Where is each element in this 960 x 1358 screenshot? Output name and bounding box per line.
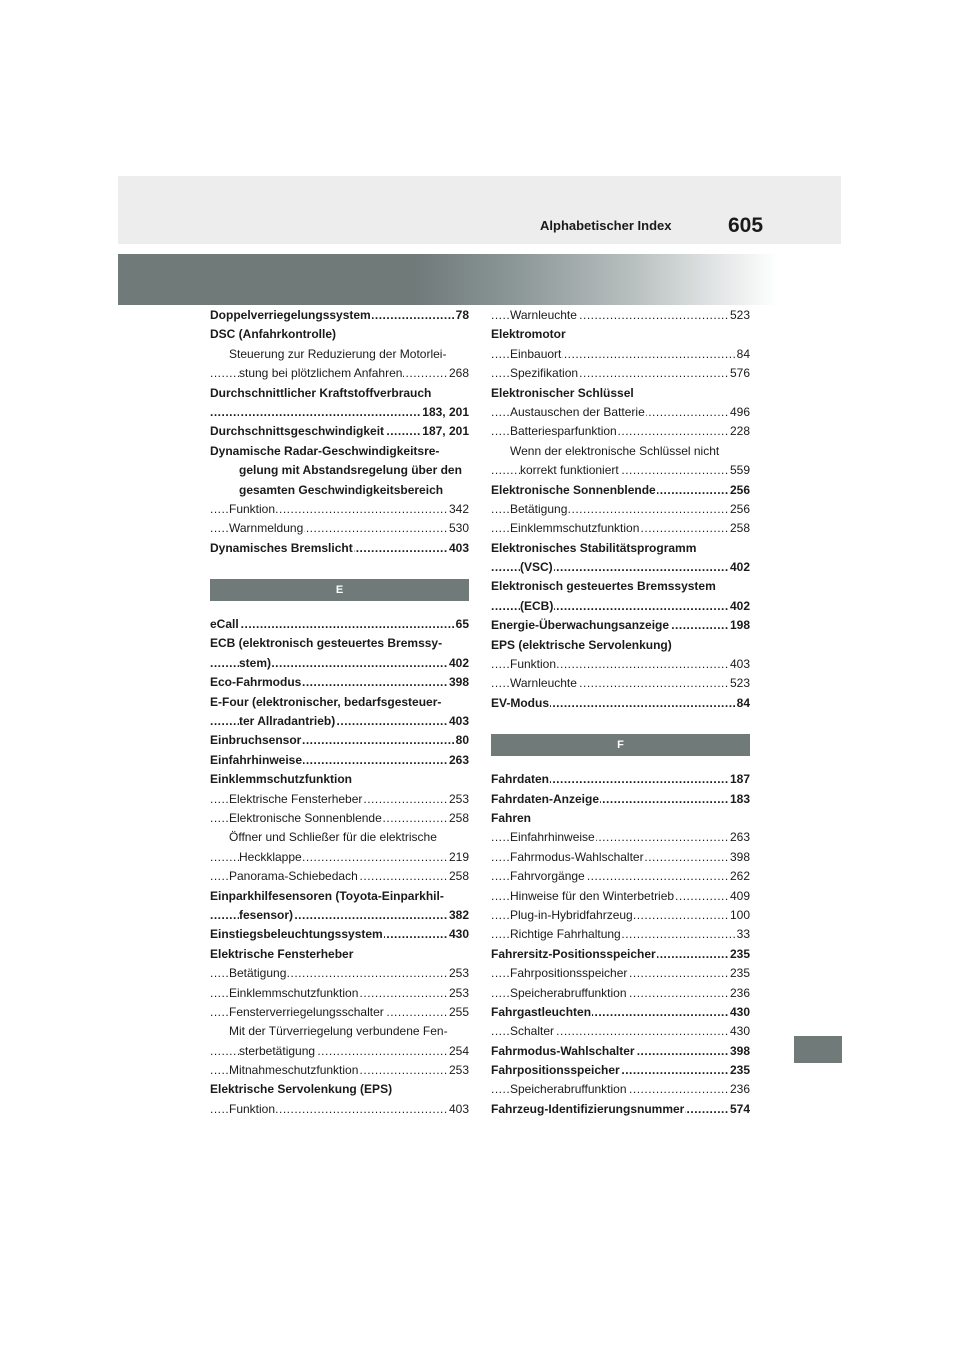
- index-entry: [491, 790, 750, 809]
- index-entry-text: Betätigung: [510, 501, 568, 516]
- index-entry-text: Einparkhilfesensoren (Toyota-Einparkhil-: [210, 888, 444, 903]
- index-entry: [491, 655, 750, 674]
- index-entry-text: (VSC): [520, 560, 553, 575]
- index-entry-page: 258: [729, 519, 750, 538]
- index-entry-page: 235: [729, 945, 750, 964]
- index-entry-page: 403: [448, 1100, 469, 1119]
- index-entry-page: 430: [729, 1003, 750, 1022]
- page-number: 605: [728, 214, 764, 237]
- index-column-left: [210, 306, 469, 1119]
- index-entry-page: 33: [736, 925, 750, 944]
- index-entry: [491, 906, 750, 925]
- index-entry-text: Funktion: [229, 1101, 276, 1116]
- index-entry: [210, 461, 469, 480]
- index-entry-page: 236: [729, 1080, 750, 1099]
- index-entry-text: Einklemmschutzfunktion: [510, 521, 640, 536]
- index-entry-page: 574: [729, 1100, 750, 1119]
- index-entry-page: 403: [448, 539, 469, 558]
- index-entry-text: Warnleuchte: [510, 676, 577, 691]
- index-entry-text: Elektronisches Stabilitätsprogramm: [491, 540, 697, 555]
- page-title: Alphabetischer Index: [540, 218, 672, 233]
- index-entry-page: 100: [729, 906, 750, 925]
- index-entry: [491, 1061, 750, 1080]
- index-entry: [491, 597, 750, 616]
- index-entry: [491, 694, 750, 713]
- chapter-tab: [794, 1036, 842, 1063]
- index-entry: [210, 964, 469, 983]
- index-entry-text: Einklemmschutzfunktion: [210, 772, 353, 787]
- index-entry: [491, 384, 750, 403]
- index-entry-page: 398: [729, 848, 750, 867]
- index-entry: [491, 461, 750, 480]
- index-entry: [210, 325, 469, 344]
- index-entry: [491, 1042, 750, 1061]
- index-entry-text: Speicherabruffunktion: [510, 1082, 627, 1097]
- index-entry-text: Hinweise für den Winterbetrieb: [510, 888, 675, 903]
- section-gap: [491, 713, 750, 728]
- index-entry-text: Durchschnittsgeschwindigkeit: [210, 424, 385, 439]
- index-entry: [491, 364, 750, 383]
- index-entry: [491, 674, 750, 693]
- index-entry-page: 398: [448, 673, 469, 692]
- index-entry: [491, 828, 750, 847]
- index-entry-text: Durchschnittlicher Kraftstoffverbrauch: [210, 385, 432, 400]
- index-entry-text: Doppelverriegelungssystem: [210, 308, 371, 322]
- index-entry: [491, 422, 750, 441]
- index-entry: [491, 616, 750, 635]
- index-entry-text: Spezifikation: [510, 366, 579, 381]
- index-entry-text: Elektronische Sonnenblende: [229, 810, 382, 825]
- index-entry: [491, 964, 750, 983]
- index-entry-page: 402: [729, 558, 750, 577]
- section-header: E: [210, 579, 469, 601]
- index-entry-page: 78: [455, 306, 469, 325]
- index-entry: [491, 558, 750, 577]
- index-entry-text: DSC (Anfahrkontrolle): [210, 327, 336, 342]
- index-entry: [210, 345, 469, 364]
- index-entry: [210, 306, 469, 325]
- index-entry-text: Steuerung zur Reduzierung der Motorlei-: [229, 346, 447, 361]
- index-entry-page: 382: [448, 906, 469, 925]
- index-entry: [210, 770, 469, 789]
- index-entry: [210, 887, 469, 906]
- index-entry-text: Elektromotor: [491, 327, 566, 342]
- index-entry-text: EPS (elektrische Servolenkung): [491, 637, 672, 652]
- index-entry-text: Eco-Fahrmodus: [210, 675, 302, 690]
- index-entry: [491, 984, 750, 1003]
- index-entry-page: 80: [455, 731, 469, 750]
- index-entry-page: 254: [448, 1042, 469, 1061]
- index-entry-page: 258: [448, 809, 469, 828]
- index-entry: [210, 1022, 469, 1041]
- index-entry-page: 235: [729, 964, 750, 983]
- index-entry-text: (ECB): [520, 598, 554, 613]
- index-entry-page: 187, 201: [421, 422, 469, 441]
- index-entry-page: 403: [729, 655, 750, 674]
- index-entry: [491, 519, 750, 538]
- index-entry-page: 430: [729, 1022, 750, 1041]
- index-entry-text: Richtige Fahrhaltung: [510, 927, 621, 942]
- index-entry: [210, 984, 469, 1003]
- index-entry: [491, 848, 750, 867]
- index-entry-text: Fahrmodus-Wahlschalter: [491, 1043, 635, 1058]
- index-entry-page: 402: [729, 597, 750, 616]
- index-entry-text: Warnmeldung: [229, 521, 304, 536]
- index-entry: [210, 1100, 469, 1119]
- index-entry-text: Wenn der elektronische Schlüssel nicht: [510, 443, 720, 458]
- index-entry-text: Elektronische Sonnenblende: [491, 482, 656, 497]
- index-entry-text: Fahrmodus-Wahlschalter: [510, 849, 644, 864]
- index-entry: [491, 500, 750, 519]
- index-entry-text: Batteriesparfunktion: [510, 424, 617, 439]
- index-entry: [491, 809, 750, 828]
- index-entry: [491, 1100, 750, 1119]
- index-entry-text: EV-Modus: [491, 695, 550, 710]
- index-entry: [210, 809, 469, 828]
- index-entry: [491, 925, 750, 944]
- index-entry: [210, 519, 469, 538]
- index-entry-text: stem): [239, 655, 272, 670]
- index-entry-text: Elektrische Servolenkung (EPS): [210, 1082, 393, 1097]
- index-entry-text: Fahrvorgänge: [510, 869, 585, 884]
- index-entry-page: 84: [736, 345, 750, 364]
- index-entry: [210, 384, 469, 403]
- index-entry-text: E-Four (elektronischer, bedarfsgesteuer-: [210, 694, 442, 709]
- index-entry-text: ECB (elektronisch gesteuertes Bremssy-: [210, 636, 443, 651]
- index-entry-page: 530: [448, 519, 469, 538]
- index-entry-text: Öffner und Schließer für die elektrische: [229, 830, 437, 845]
- index-entry: [210, 925, 469, 944]
- index-entry-page: 84: [736, 694, 750, 713]
- index-entry-page: 398: [729, 1042, 750, 1061]
- index-entry-text: Fahrpositionsspeicher: [510, 966, 628, 981]
- index-entry: [210, 364, 469, 383]
- index-entry: [210, 673, 469, 692]
- index-entry-text: Einfahrhinweise: [510, 830, 595, 845]
- index-entry: [491, 577, 750, 596]
- index-entry-text: Fahrdaten-Anzeige: [491, 791, 600, 806]
- index-entry-page: 65: [455, 615, 469, 634]
- index-entry: [210, 654, 469, 673]
- index-entry-text: Betätigung: [229, 966, 287, 981]
- index-entry: [491, 345, 750, 364]
- index-entry-text: Elektronischer Schlüssel: [491, 385, 634, 400]
- index-entry-page: 403: [448, 712, 469, 731]
- index-entry-text: gesamten Geschwindigkeitsbereich: [239, 482, 444, 497]
- index-entry-page: 258: [448, 867, 469, 886]
- index-entry-text: stung bei plötzlichem Anfahren: [239, 366, 403, 381]
- index-entry-page: 235: [729, 1061, 750, 1080]
- index-entry-text: Dynamisches Bremslicht: [210, 540, 353, 555]
- index-entry-page: 523: [729, 306, 750, 325]
- index-entry-text: Schalter: [510, 1024, 555, 1039]
- index-entry: [210, 1061, 469, 1080]
- index-entry-page: 253: [448, 1061, 469, 1080]
- index-entry: [210, 790, 469, 809]
- index-entry-text: Elektrische Fensterheber: [210, 946, 354, 961]
- index-entry: [210, 481, 469, 500]
- index-entry-text: Fahrzeug-Identifizierungsnummer: [491, 1101, 685, 1116]
- index-entry-text: Elektrische Fensterheber: [229, 791, 363, 806]
- index-entry: [210, 867, 469, 886]
- index-entry: [210, 1003, 469, 1022]
- index-entry-text: fesensor): [239, 907, 294, 922]
- index-entry-text: Panorama-Schiebedach: [229, 869, 358, 884]
- index-entry-text: Funktion: [229, 501, 276, 516]
- index-entry-text: Heckklappe: [239, 849, 302, 864]
- index-entry-text: eCall: [210, 617, 239, 632]
- index-entry-text: Dynamische Radar-Geschwindigkeitsre-: [210, 443, 440, 458]
- index-entry: [210, 945, 469, 964]
- index-entry-text: Fahren: [491, 810, 532, 825]
- index-entry-page: 187: [729, 770, 750, 789]
- index-entry-text: Plug-in-Hybridfahrzeug: [510, 907, 633, 922]
- index-entry: [210, 422, 469, 441]
- index-entry: [210, 1042, 469, 1061]
- index-entry-text: Speicherabruffunktion: [510, 985, 627, 1000]
- index-entry-text: gelung mit Abstandsregelung über den: [239, 463, 462, 478]
- index-entry-page: 523: [729, 674, 750, 693]
- index-entry: [210, 848, 469, 867]
- index-entry: [491, 770, 750, 789]
- index-entry-page: 255: [448, 1003, 469, 1022]
- index-entry: [491, 945, 750, 964]
- index-entry-text: sterbetätigung: [239, 1043, 316, 1058]
- index-entry-page: 402: [448, 654, 469, 673]
- index-entry: [491, 867, 750, 886]
- index-entry: [491, 403, 750, 422]
- header-gradient-bar: [118, 254, 778, 305]
- index-entry-page: 268: [448, 364, 469, 383]
- index-entry: [491, 1003, 750, 1022]
- index-entry-page: 183: [729, 790, 750, 809]
- index-entry-text: Mitnahmeschutzfunktion: [229, 1063, 359, 1078]
- index-entry-text: Einklemmschutzfunktion: [229, 985, 359, 1000]
- index-column-right: [491, 306, 750, 1119]
- index-entry: [210, 500, 469, 519]
- section-gap: [210, 558, 469, 573]
- index-entry-page: 219: [448, 848, 469, 867]
- index-entry: [491, 442, 750, 461]
- index-entry: [210, 615, 469, 634]
- index-entry: [210, 1080, 469, 1099]
- index-entry-page: 576: [729, 364, 750, 383]
- index-entry: [210, 906, 469, 925]
- index-entry-text: Funktion: [510, 657, 557, 672]
- index-entry-text: Einstiegsbeleuchtungssystem: [210, 927, 383, 942]
- index-entry-page: 183, 201: [421, 403, 469, 422]
- index-entry: [210, 539, 469, 558]
- index-entry-page: 198: [729, 616, 750, 635]
- index-entry-text: Elektronisch gesteuertes Bremssystem: [491, 579, 716, 594]
- index-entry-page: 256: [729, 500, 750, 519]
- index-entry-page: 253: [448, 964, 469, 983]
- index-entry-text: Fahrdaten: [491, 772, 550, 787]
- index-entry: [210, 828, 469, 847]
- index-entry-page: 256: [729, 481, 750, 500]
- index-entry: [491, 887, 750, 906]
- index-entry: [210, 693, 469, 712]
- index-entry-page: 496: [729, 403, 750, 422]
- index-entry-text: Fahrpositionsspeicher: [491, 1063, 620, 1078]
- index-entry-text: Fahrgastleuchten: [491, 1004, 592, 1019]
- index-entry-text: Einbruchsensor: [210, 733, 302, 748]
- index-entry-text: Mit der Türverriegelung verbundene Fen-: [229, 1024, 448, 1039]
- index-entry-page: 263: [729, 828, 750, 847]
- index-entry: [491, 306, 750, 325]
- index-entry: [210, 712, 469, 731]
- index-entry-page: 262: [729, 867, 750, 886]
- index-entry: [491, 325, 750, 344]
- index-entry: [210, 442, 469, 461]
- index-entry: [210, 634, 469, 653]
- index-entry-page: 253: [448, 790, 469, 809]
- index-entry: [491, 636, 750, 655]
- index-entry: [491, 481, 750, 500]
- section-header: F: [491, 734, 750, 756]
- index-entry-text: [239, 405, 240, 419]
- index-entry-text: Einbauort: [510, 346, 562, 361]
- index-entry: [491, 539, 750, 558]
- index-entry-page: 228: [729, 422, 750, 441]
- index-entry-text: Warnleuchte: [510, 308, 577, 322]
- index-entry-page: 236: [729, 984, 750, 1003]
- index-entry: [210, 403, 469, 422]
- index-entry-text: Fensterverriegelungsschalter: [229, 1004, 384, 1019]
- index-entry-page: 430: [448, 925, 469, 944]
- index-entry-text: Energie-Überwachungsanzeige: [491, 618, 670, 633]
- index-entry: [210, 751, 469, 770]
- index-entry-page: 409: [729, 887, 750, 906]
- index-entry-text: korrekt funktioniert: [520, 463, 619, 478]
- index-entry-page: 559: [729, 461, 750, 480]
- index-entry-page: 263: [448, 751, 469, 770]
- index-entry: [491, 1080, 750, 1099]
- index-entry-page: 253: [448, 984, 469, 1003]
- index-entry: [491, 1022, 750, 1041]
- index-entry-text: ter Allradantrieb): [239, 714, 336, 729]
- index-entry: [210, 731, 469, 750]
- index-entry-text: Austauschen der Batterie: [510, 404, 645, 419]
- index-entry-page: 342: [448, 500, 469, 519]
- index-entry-text: Einfahrhinweise: [210, 752, 303, 767]
- index-entry-text: Fahrersitz-Positionsspeicher: [491, 946, 656, 961]
